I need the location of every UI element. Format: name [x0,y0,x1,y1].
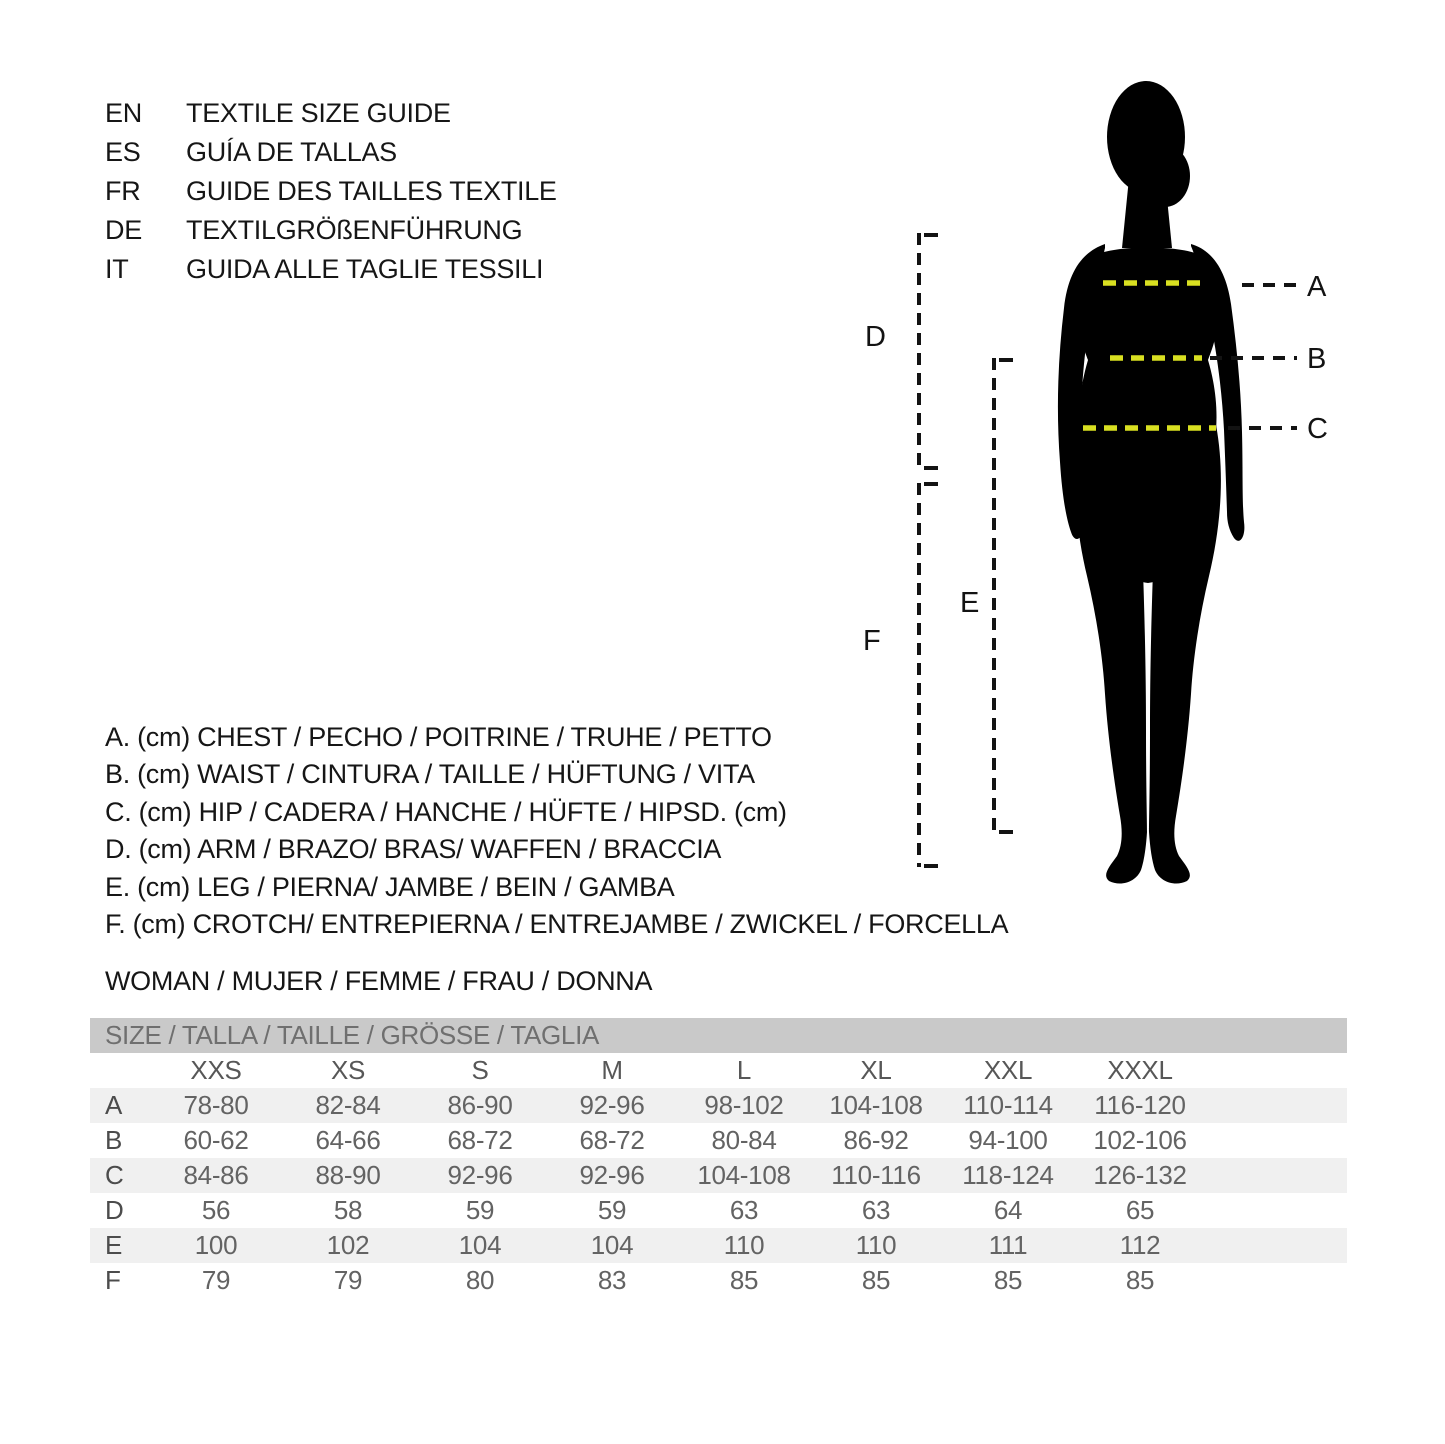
marker-label-waist: B [1307,343,1327,375]
value-cell: 92-96 [447,1160,513,1190]
row-label: A [105,1090,123,1120]
measurement-definition-b: B. (cm) WAIST / CINTURA / TAILLE / HÜFTUNG / VITA [105,759,755,790]
language-code-es: ES [105,137,141,167]
value-cell: 126-132 [1093,1160,1187,1190]
size-header-row [90,1053,1347,1088]
value-cell: 68-72 [579,1125,645,1155]
guide-title-de: TEXTILGRÖßENFÜHRUNG [186,215,523,245]
value-cell: 86-90 [447,1090,513,1120]
value-cell: 86-92 [843,1125,909,1155]
table-title-bar: SIZE / TALLA / TAILLE / GRÖSSE / TAGLIA [90,1018,1347,1053]
value-cell: 63 [729,1195,759,1225]
table-row-f [90,1263,1347,1298]
value-cell: 63 [861,1195,891,1225]
value-cell: 65 [1125,1195,1155,1225]
size-col-xxxl: XXXL [1107,1055,1173,1085]
size-col-xxs: XXS [190,1055,242,1085]
size-table [90,1018,1347,1298]
row-label: C [105,1160,124,1190]
measurement-diagram [850,80,1345,930]
value-cell: 111 [988,1230,1028,1260]
value-cell: 85 [861,1265,891,1295]
table-row-e [90,1228,1347,1263]
value-cell: 79 [333,1265,363,1295]
value-cell: 58 [333,1195,363,1225]
value-cell: 110-114 [963,1090,1053,1120]
row-label: E [105,1230,123,1260]
size-col-xxl: XXL [983,1055,1033,1085]
table-row-c [90,1158,1347,1193]
value-cell: 98-102 [704,1090,784,1120]
measurement-definition-e: E. (cm) LEG / PIERNA/ JAMBE / BEIN / GAMBA [105,871,675,902]
guide-title-en: TEXTILE SIZE GUIDE [186,98,451,128]
value-cell: 84-86 [183,1160,249,1190]
marker-label-hip: C [1307,413,1328,445]
value-cell: 110 [855,1230,897,1260]
language-code-de: DE [105,215,142,245]
size-col-l: L [736,1055,752,1085]
value-cell: 118-124 [962,1160,1054,1190]
value-cell: 78-80 [183,1090,249,1120]
table-row-b [90,1123,1347,1158]
value-cell: 80-84 [711,1125,777,1155]
value-cell: 92-96 [579,1090,645,1120]
size-col-s: S [471,1055,489,1085]
marker-label-leg: E [960,587,980,619]
language-title-block [105,94,557,289]
language-row-fr [105,172,557,211]
value-cell: 112 [1119,1230,1161,1260]
value-cell: 104 [590,1230,634,1260]
measurement-definition-f: F. (cm) CROTCH/ ENTREPIERNA / ENTREJAMBE / ZWICKEL / FORCELLA [105,909,1009,940]
language-row-es [105,133,557,172]
value-cell: 59 [597,1195,627,1225]
value-cell: 85 [993,1265,1023,1295]
measurement-definition-a: A. (cm) CHEST / PECHO / POITRINE / TRUHE / PETTO [105,722,772,752]
value-cell: 88-90 [315,1160,381,1190]
measurement-definition-d: D. (cm) ARM / BRAZO/ BRAS/ WAFFEN / BRACCIA [105,834,722,865]
value-cell: 104-108 [697,1160,791,1190]
language-row-it [105,250,557,289]
value-cell: 60-62 [183,1125,249,1155]
language-row-de [105,211,557,250]
silhouette-neck [1122,168,1172,248]
guide-title-it: GUIDA ALLE TAGLIE TESSILI [186,254,544,284]
table-row-a [90,1088,1347,1123]
language-code-en: EN [105,98,142,128]
value-cell: 64-66 [315,1125,381,1155]
value-cell: 79 [201,1265,231,1295]
value-cell: 59 [465,1195,495,1225]
marker-label-crotch: F [863,625,881,657]
language-code-fr: FR [105,176,141,206]
row-label: B [105,1125,123,1155]
value-cell: 64 [993,1195,1023,1225]
language-code-it: IT [105,254,129,284]
value-cell: 104 [458,1230,502,1260]
value-cell: 110 [723,1230,765,1260]
language-row-en [105,94,557,133]
value-cell: 116-120 [1094,1090,1186,1120]
row-label: D [105,1195,124,1225]
size-col-m: M [601,1055,623,1085]
guide-title-fr: GUIDE DES TAILLES TEXTILE [186,176,557,206]
size-col-xl: XL [860,1055,892,1085]
value-cell: 68-72 [447,1125,513,1155]
value-cell: 102 [326,1230,370,1260]
value-cell: 100 [194,1230,238,1260]
value-cell: 85 [1125,1265,1155,1295]
measurement-definition-c: C. (cm) HIP / CADERA / HANCHE / HÜFTE / HIPSD. (cm) [105,796,787,827]
row-label: F [105,1265,121,1295]
value-cell: 83 [597,1265,627,1295]
gender-heading: WOMAN / MUJER / FEMME / FRAU / DONNA [105,966,653,996]
table-row-d [90,1193,1347,1228]
value-cell: 82-84 [315,1090,381,1120]
value-cell: 104-108 [829,1090,923,1120]
value-cell: 102-106 [1093,1125,1187,1155]
value-cell: 94-100 [968,1125,1048,1155]
guide-title-es: GUÍA DE TALLAS [186,137,397,167]
size-col-xs: XS [330,1055,366,1085]
value-cell: 110-116 [831,1160,921,1190]
value-cell: 92-96 [579,1160,645,1190]
woman-silhouette [1058,81,1244,884]
marker-label-chest: A [1307,271,1327,303]
value-cell: 85 [729,1265,759,1295]
marker-label-arm: D [865,321,886,353]
vertical-measure-lines [919,233,1013,867]
value-cell: 56 [201,1195,231,1225]
value-cell: 80 [465,1265,495,1295]
